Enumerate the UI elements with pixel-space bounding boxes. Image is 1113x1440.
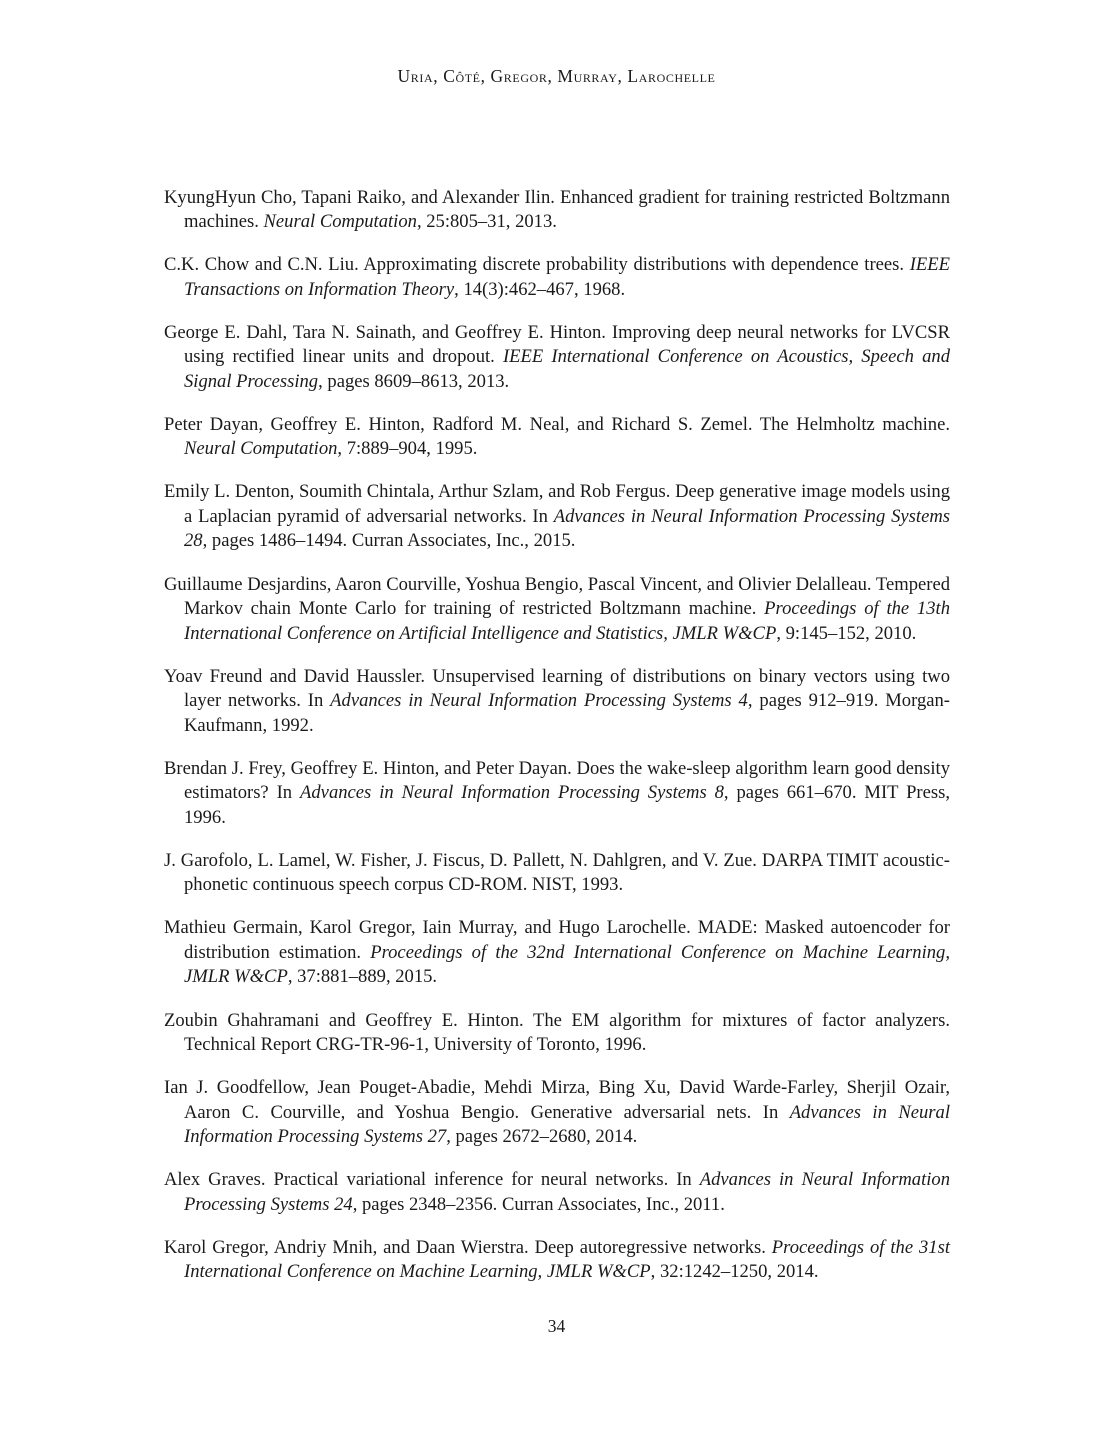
- reference-text: C.K. Chow and C.N. Liu. Approximating discrete probability distributions with dependence trees.: [164, 254, 910, 276]
- reference-text: J. Garofolo, L. Lamel, W. Fisher, J. Fiscus, D. Pallett, N. Dahlgren, and V. Zue. DARPA TIMIT acoustic-phonetic continuous speech corpus CD-ROM. NIST, 1993.: [164, 849, 950, 896]
- reference-entry: [164, 1076, 950, 1150]
- reference-venue: Advances in Neural Information Processing Systems 8: [300, 782, 724, 804]
- running-header: Uria, Côté, Gregor, Murray, Larochelle: [397, 66, 716, 86]
- reference-text: Peter Dayan, Geoffrey E. Hinton, Radford M. Neal, and Richard S. Zemel. The Helmholtz machine.: [164, 413, 950, 435]
- reference-venue: Advances in Neural Information Processing Systems 28: [184, 505, 950, 552]
- reference-text: Mathieu Germain, Karol Gregor, Iain Murray, and Hugo Larochelle. MADE: Masked autoencoder for distribution estimation.: [164, 917, 950, 963]
- reference-text: Zoubin Ghahramani and Geoffrey E. Hinton. The EM algorithm for mixtures of factor analyzers. Technical Report CRG-TR-96-1, University of Toronto, 1996.: [164, 1009, 950, 1056]
- reference-details: , 37:881–889, 2015.: [287, 966, 438, 988]
- reference-venue: Advances in Neural Information Processing Systems 27: [184, 1101, 950, 1148]
- reference-details: , 32:1242–1250, 2014.: [650, 1261, 819, 1283]
- reference-entry: [164, 665, 950, 739]
- reference-venue: Advances in Neural Information Processing Systems 4: [330, 690, 748, 712]
- reference-details: , pages 661–670. MIT Press, 1996.: [184, 782, 950, 828]
- reference-text: Guillaume Desjardins, Aaron Courville, Yoshua Bengio, Pascal Vincent, and Olivier Delalleau. Tempered Markov chain Monte Carlo for training of restricted Boltzmann machine.: [164, 573, 950, 620]
- reference-entry: [164, 321, 950, 395]
- reference-text: Brendan J. Frey, Geoffrey E. Hinton, and Peter Dayan. Does the wake-sleep algorithm learn good density estimators? In: [164, 757, 950, 804]
- reference-entry: [164, 1168, 950, 1217]
- reference-venue: Advances in Neural Information Processing Systems 24: [184, 1169, 950, 1215]
- reference-list: [164, 167, 950, 1301]
- reference-details: , pages 8609–8613, 2013.: [318, 370, 510, 392]
- page-number: 34: [547, 1316, 566, 1336]
- reference-details: , 9:145–152, 2010.: [776, 622, 917, 644]
- reference-text: Yoav Freund and David Haussler. Unsupervised learning of distributions on binary vectors using two layer networks. In: [164, 665, 950, 712]
- reference-entry: [164, 1236, 950, 1285]
- reference-details: , 25:805–31, 2013.: [416, 211, 557, 233]
- reference-text: Ian J. Goodfellow, Jean Pouget-Abadie, Mehdi Mirza, Bing Xu, David Warde-Farley, Sherjil Ozair, Aaron C. Courville, and Yoshua Bengio. Generative adversarial nets. In: [164, 1077, 950, 1123]
- reference-entry: [164, 757, 950, 831]
- reference-entry: [164, 573, 950, 647]
- reference-text: George E. Dahl, Tara N. Sainath, and Geoffrey E. Hinton. Improving deep neural networks for LVCSR using rectified linear units and dropout.: [164, 321, 950, 368]
- reference-venue: Neural Computation: [263, 211, 417, 233]
- reference-venue: Proceedings of the 31st International Conference on Machine Learning, JMLR W&CP: [184, 1236, 950, 1283]
- reference-details: , pages 2348–2356. Curran Associates, Inc., 2011.: [352, 1193, 725, 1215]
- reference-entry: [164, 480, 950, 554]
- reference-entry: [164, 916, 950, 990]
- reference-entry: [164, 413, 950, 462]
- reference-entry: [164, 186, 950, 235]
- reference-venue: Neural Computation: [184, 438, 338, 460]
- reference-entry: [164, 253, 950, 302]
- reference-details: , pages 912–919. Morgan-Kaufmann, 1992.: [184, 690, 950, 736]
- reference-text: Alex Graves. Practical variational inference for neural networks. In: [164, 1169, 700, 1191]
- reference-venue: Proceedings of the 32nd International Conference on Machine Learning, JMLR W&CP: [184, 941, 950, 988]
- reference-details: , 7:889–904, 1995.: [337, 438, 478, 460]
- reference-text: Karol Gregor, Andriy Mnih, and Daan Wierstra. Deep autoregressive networks.: [164, 1236, 772, 1258]
- reference-venue: IEEE International Conference on Acoustics, Speech and Signal Processing: [184, 346, 950, 392]
- reference-details: , 14(3):462–467, 1968.: [454, 278, 626, 300]
- reference-details: , pages 2672–2680, 2014.: [446, 1126, 638, 1148]
- reference-entry: [164, 849, 950, 898]
- reference-details: , pages 1486–1494. Curran Associates, Inc., 2015.: [202, 530, 576, 552]
- reference-entry: [164, 1009, 950, 1058]
- reference-text: Emily L. Denton, Soumith Chintala, Arthur Szlam, and Rob Fergus. Deep generative image models using a Laplacian pyramid of adversarial networks. In: [164, 481, 950, 527]
- reference-venue: Proceedings of the 13th International Conference on Artificial Intelligence and Statistics, JMLR W&CP: [184, 598, 950, 644]
- reference-text: KyungHyun Cho, Tapani Raiko, and Alexander Ilin. Enhanced gradient for training restricted Boltzmann machines.: [164, 186, 950, 233]
- reference-venue: IEEE Transactions on Information Theory: [184, 254, 950, 300]
